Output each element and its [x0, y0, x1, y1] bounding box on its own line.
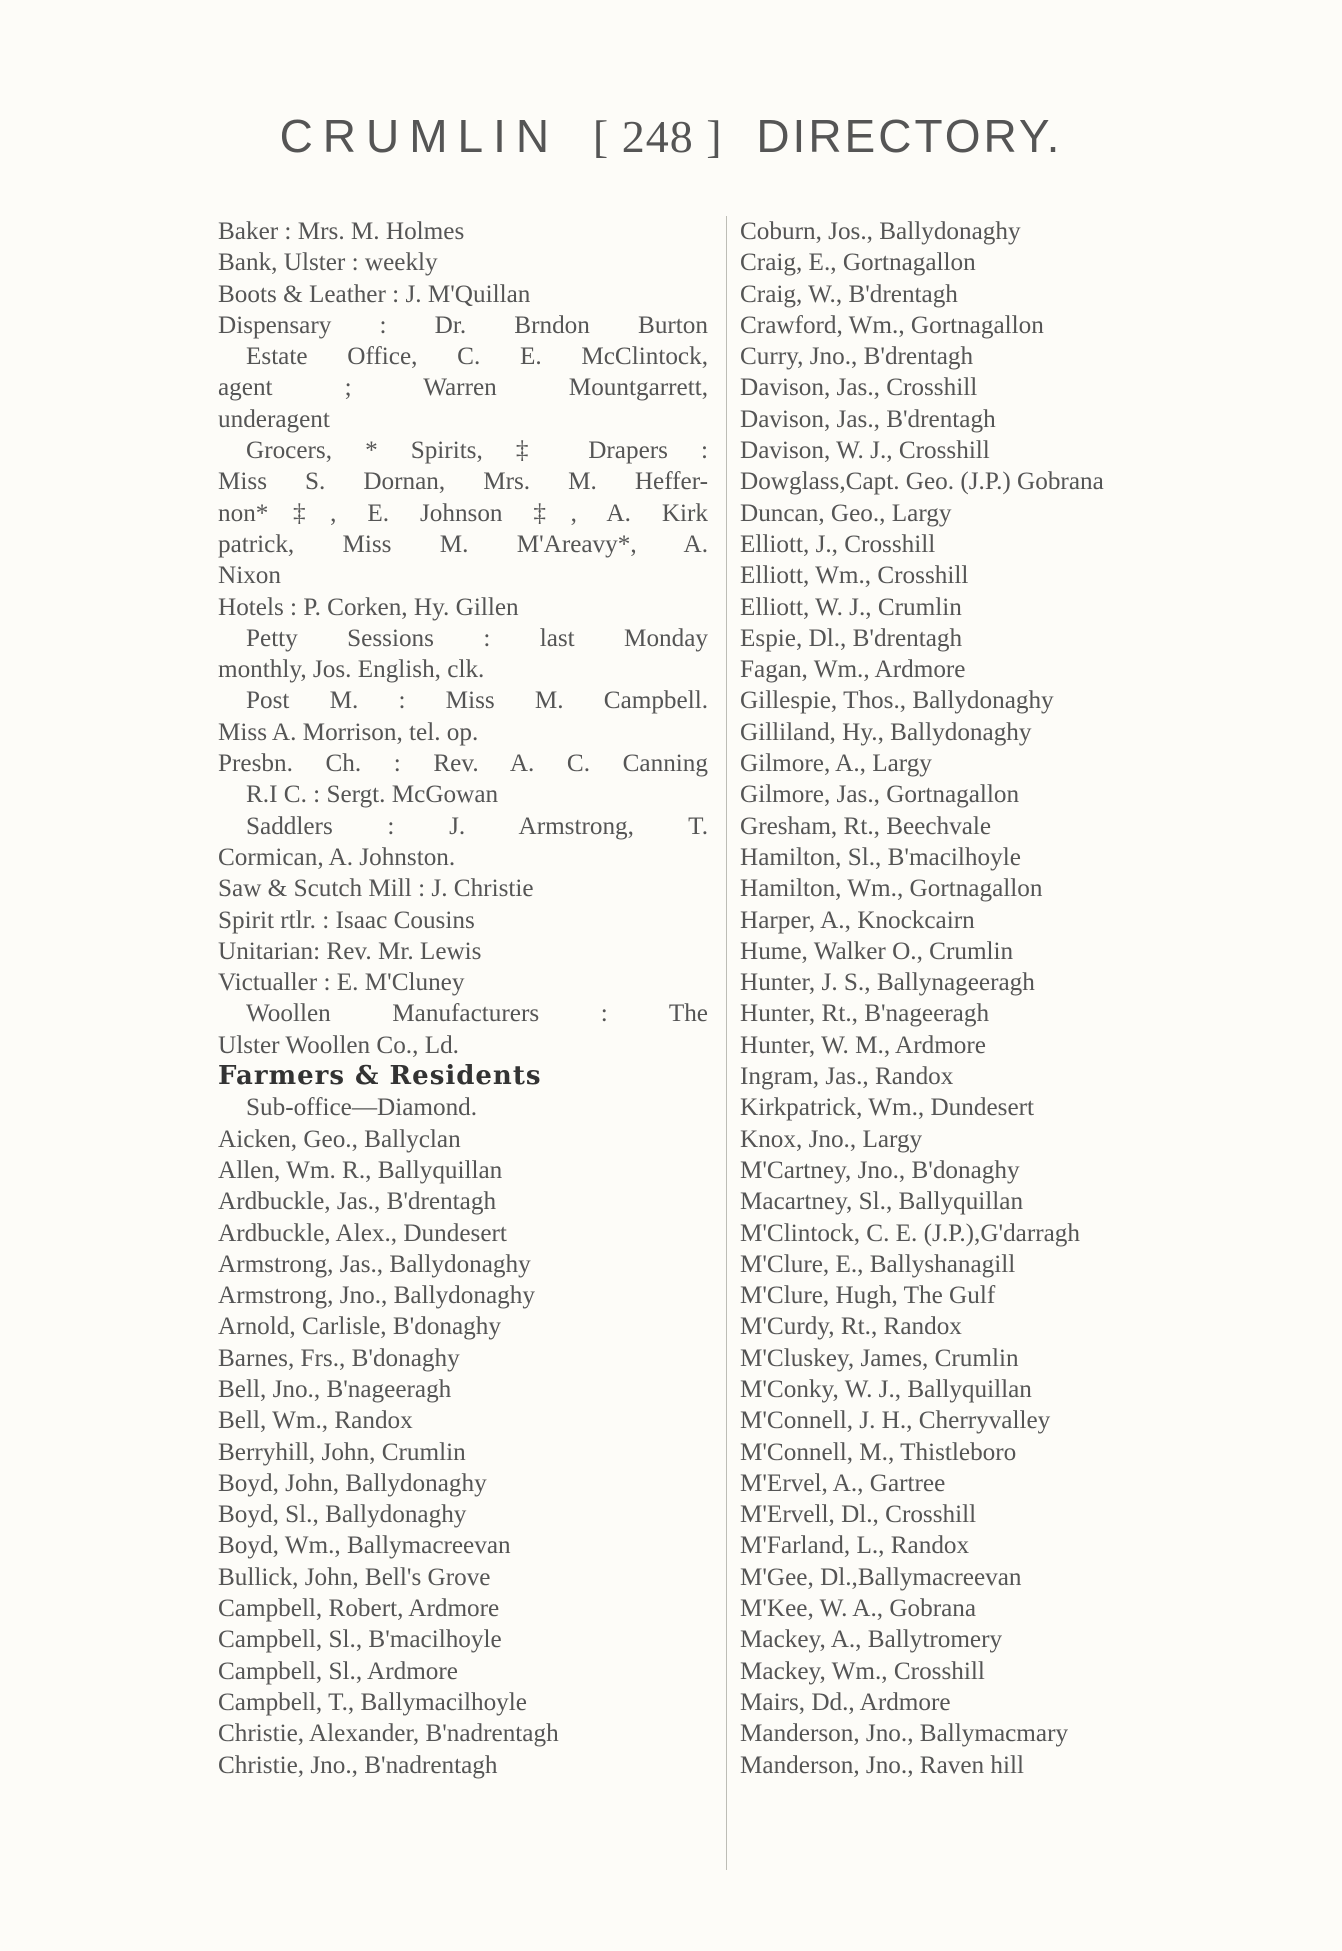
- directory-entry: Bullick, John, Bell's Grove: [218, 1563, 491, 1591]
- directory-entry: Davison, Jas., B'drentagh: [740, 405, 996, 433]
- directory-entry: Fagan, Wm., Ardmore: [740, 656, 966, 684]
- directory-entry: Elliott, J., Crosshill: [740, 530, 936, 558]
- directory-entry: Campbell, Sl., B'macilhoyle: [218, 1626, 502, 1654]
- directory-entry: Saw & Scutch Mill : J. Christie: [218, 875, 534, 903]
- directory-entry: Boots & Leather : J. M'Quillan: [218, 280, 531, 308]
- left-column: [218, 216, 708, 1781]
- directory-entry: Berryhill, John, Crumlin: [218, 1438, 466, 1466]
- directory-entry: Mackey, Wm., Crosshill: [740, 1657, 985, 1685]
- directory-entry: Manderson, Jno., Raven hill: [740, 1751, 1025, 1779]
- directory-entry: Estate Office, C. E. McClintock,: [246, 343, 708, 371]
- section-heading: Farmers & Residents: [218, 1061, 542, 1092]
- column-divider: [726, 216, 727, 1870]
- directory-entry: M'Connell, J. H., Cherryvalley: [740, 1407, 1051, 1435]
- directory-entry: Harper, A., Knockcairn: [740, 906, 975, 934]
- directory-entry: Petty Sessions : last Monday: [246, 624, 708, 652]
- directory-entry: Crawford, Wm., Gortnagallon: [740, 311, 1044, 339]
- directory-entry: underagent: [218, 405, 330, 433]
- directory-entry: Allen, Wm. R., Ballyquillan: [218, 1156, 503, 1184]
- directory-entry: M'Ervel, A., Gartree: [740, 1469, 946, 1497]
- directory-entry: Campbell, T., Ballymacilhoyle: [218, 1688, 527, 1716]
- directory-entry: Ardbuckle, Alex., Dundesert: [218, 1219, 507, 1247]
- directory-entry: Christie, Jno., B'nadrentagh: [218, 1751, 498, 1779]
- directory-entry: Gilmore, Jas., Gortnagallon: [740, 781, 1020, 809]
- directory-entry: Victualler : E. M'Cluney: [218, 969, 465, 997]
- directory-entry: Duncan, Geo., Largy: [740, 499, 952, 527]
- directory-entry: M'Clintock, C. E. (J.P.),G'darragh: [740, 1219, 1080, 1247]
- directory-entry: Ulster Woollen Co., Ld.: [218, 1031, 459, 1059]
- directory-entry: Aicken, Geo., Ballyclan: [218, 1125, 461, 1153]
- section-subheading: Sub-office—Diamond.: [246, 1094, 478, 1122]
- directory-entry: Presbn. Ch. : Rev. A. C. Canning: [218, 750, 708, 778]
- directory-entry: Hamilton, Sl., B'macilhoyle: [740, 843, 1021, 871]
- directory-entry: Coburn, Jos., Ballydonaghy: [740, 218, 1021, 245]
- directory-entry: M'Connell, M., Thistleboro: [740, 1438, 1017, 1466]
- right-column: [740, 216, 1240, 1781]
- directory-entry: Hunter, W. M., Ardmore: [740, 1031, 986, 1059]
- directory-entry: Saddlers : J. Armstrong, T.: [246, 812, 708, 840]
- directory-entry: Campbell, Robert, Ardmore: [218, 1595, 500, 1623]
- directory-entry: Davison, Jas., Crosshill: [740, 374, 978, 402]
- directory-entry: M'Curdy, Rt., Randox: [740, 1313, 962, 1341]
- page-header: [0, 108, 1342, 165]
- directory-entry: Hunter, Rt., B'nageeragh: [740, 1000, 990, 1028]
- directory-entry: Woollen Manufacturers : The: [246, 1000, 708, 1028]
- directory-entry: Gilmore, A., Largy: [740, 750, 932, 778]
- directory-entry: patrick, Miss M. M'Areavy*, A.: [218, 530, 708, 558]
- directory-entry: Mackey, A., Ballytromery: [740, 1626, 1003, 1654]
- directory-entry: Boyd, Sl., Ballydonaghy: [218, 1501, 467, 1529]
- directory-entry: Dispensary : Dr. Brndon Burton: [218, 311, 708, 339]
- directory-entry: Boyd, Wm., Ballymacreevan: [218, 1532, 511, 1560]
- directory-entry: Elliott, Wm., Crosshill: [740, 562, 969, 590]
- directory-entry: Boyd, John, Ballydonaghy: [218, 1469, 487, 1497]
- directory-entry: Cormican, A. Johnston.: [218, 843, 456, 871]
- directory-entry: Gillespie, Thos., Ballydonaghy: [740, 687, 1054, 715]
- directory-entry: Manderson, Jno., Ballymacmary: [740, 1720, 1069, 1748]
- directory-entry: Ardbuckle, Jas., B'drentagh: [218, 1188, 497, 1216]
- directory-entry: Bell, Wm., Randox: [218, 1407, 413, 1435]
- directory-entry: Armstrong, Jno., Ballydonaghy: [218, 1282, 535, 1310]
- header-section: DIRECTORY.: [756, 110, 1063, 162]
- directory-entry: Curry, Jno., B'drentagh: [740, 343, 974, 371]
- directory-entry: Christie, Alexander, B'nadrentagh: [218, 1720, 559, 1748]
- directory-entry: M'Clure, Hugh, The Gulf: [740, 1282, 996, 1310]
- directory-entry: M'Ervell, Dl., Crosshill: [740, 1501, 977, 1529]
- directory-entry: R.I C. : Sergt. McGowan: [246, 781, 499, 809]
- directory-entry: Gilliland, Hy., Ballydonaghy: [740, 718, 1032, 746]
- directory-entry: non*‡, E. Johnson ‡, A. Kirk: [218, 499, 708, 527]
- directory-entry: Bank, Ulster : weekly: [218, 249, 438, 277]
- directory-entry: Hotels : P. Corken, Hy. Gillen: [218, 593, 519, 621]
- directory-entry: Macartney, Sl., Ballyquillan: [740, 1188, 1024, 1216]
- directory-entry: Knox, Jno., Largy: [740, 1125, 923, 1153]
- directory-entry: Craig, E., Gortnagallon: [740, 249, 976, 277]
- directory-entry: Baker : Mrs. M. Holmes: [218, 218, 465, 245]
- directory-entry: M'Farland, L., Randox: [740, 1532, 970, 1560]
- directory-entry: M'Kee, W. A., Gobrana: [740, 1595, 977, 1623]
- directory-entry: Armstrong, Jas., Ballydonaghy: [218, 1250, 531, 1278]
- directory-entry: monthly, Jos. English, clk.: [218, 656, 485, 684]
- directory-entry: Miss S. Dornan, Mrs. M. Heffer-: [218, 468, 708, 496]
- directory-entry: Ingram, Jas., Randox: [740, 1063, 954, 1091]
- directory-entry: Hume, Walker O., Crumlin: [740, 937, 1014, 965]
- directory-entry: M'Cluskey, James, Crumlin: [740, 1344, 1019, 1372]
- directory-entry: Grocers, * Spirits, ‡ Drapers :: [246, 437, 708, 465]
- directory-entry: M'Gee, Dl.,Ballymacreevan: [740, 1563, 1022, 1591]
- directory-entry: Campbell, Sl., Ardmore: [218, 1657, 458, 1685]
- directory-entry: Post M. : Miss M. Campbell.: [246, 687, 708, 715]
- directory-entry: Nixon: [218, 562, 281, 590]
- directory-entry: Barnes, Frs., B'donaghy: [218, 1344, 460, 1372]
- directory-entry: Bell, Jno., B'nageeragh: [218, 1375, 452, 1403]
- directory-entry: agent ; Warren Mountgarrett,: [218, 374, 708, 402]
- directory-entry: M'Clure, E., Ballyshanagill: [740, 1250, 1016, 1278]
- header-page-number: [ 248 ]: [592, 111, 723, 162]
- directory-entry: M'Cartney, Jno., B'donaghy: [740, 1156, 1020, 1184]
- directory-entry: Spirit rtlr. : Isaac Cousins: [218, 906, 475, 934]
- directory-entry: Kirkpatrick, Wm., Dundesert: [740, 1094, 1035, 1122]
- directory-entry: Craig, W., B'drentagh: [740, 280, 958, 308]
- directory-entry: Mairs, Dd., Ardmore: [740, 1688, 951, 1716]
- directory-entry: M'Conky, W. J., Ballyquillan: [740, 1375, 1032, 1403]
- directory-entry: Unitarian: Rev. Mr. Lewis: [218, 937, 482, 965]
- directory-entry: Espie, Dl., B'drentagh: [740, 624, 963, 652]
- directory-entry: Hamilton, Wm., Gortnagallon: [740, 875, 1043, 903]
- directory-entry: Miss A. Morrison, tel. op.: [218, 718, 479, 746]
- directory-entry: Davison, W. J., Crosshill: [740, 437, 990, 465]
- directory-entry: Arnold, Carlisle, B'donaghy: [218, 1313, 501, 1341]
- directory-entry: Gresham, Rt., Beechvale: [740, 812, 992, 840]
- directory-entry: Dowglass,Capt. Geo. (J.P.) Gobrana: [740, 468, 1104, 496]
- directory-entry: Elliott, W. J., Crumlin: [740, 593, 962, 621]
- directory-entry: Hunter, J. S., Ballynageeragh: [740, 969, 1035, 997]
- header-town: CRUMLIN: [279, 110, 560, 162]
